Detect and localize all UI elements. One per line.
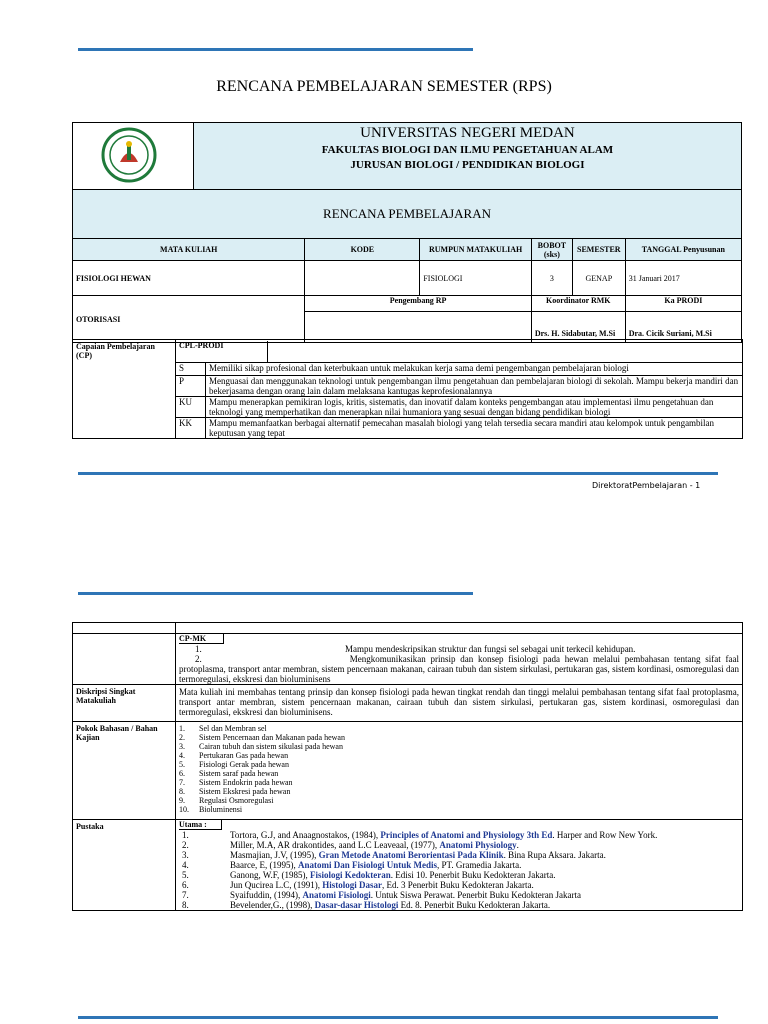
description-label: Diskripsi Singkat Matakuliah bbox=[73, 685, 176, 722]
authorization-label: OTORISASI bbox=[73, 296, 305, 343]
document-title: RENCANA PEMBELAJARAN SEMESTER (RPS) bbox=[216, 78, 552, 95]
reference-item: 5. Ganong, W.F, (1985), Fisiologi Kedokteran. Edisi 10. Penerbit Buku Kedokteran Jakarta. bbox=[182, 870, 556, 880]
topics-label: Pokok Bahasan / Bahan Kajian bbox=[73, 722, 176, 820]
col-mata-kuliah: MATA KULIAH bbox=[73, 239, 305, 261]
cp-text: Memiliki sikap profesional dan keterbukaan untuk melakukan kerja sama demi pengembangan pembelajaran biologi bbox=[206, 363, 743, 376]
unimed-logo-icon bbox=[98, 126, 160, 184]
reference-title: Dasar-dasar Histologi bbox=[314, 900, 399, 910]
utama-label: Utama : bbox=[179, 820, 222, 830]
references-list bbox=[179, 830, 739, 910]
cpl-prodi-label: CPL-PRODI bbox=[179, 341, 268, 362]
course-date: 31 Januari 2017 bbox=[625, 261, 741, 296]
auth-head-name: Dra. Cicik Suriani, M.Si bbox=[625, 312, 741, 343]
top-accent-bar bbox=[78, 48, 473, 51]
reference-item: 2. Miller, M.A, AR drakontides, aand L.C Leaveaal, (1977), Anatomi Physiology. bbox=[182, 840, 519, 850]
topic-item: 4. Pertukaran Gas pada hewan bbox=[179, 751, 289, 760]
page2-bottom-bar bbox=[78, 1016, 718, 1019]
course-cluster: FISIOLOGI bbox=[420, 261, 531, 296]
cpl-prodi-cell bbox=[176, 340, 743, 363]
cpmk-label: CP-MK bbox=[179, 634, 224, 644]
reference-title: Anatomi Dan Fisiologi Untuk Medis bbox=[297, 860, 438, 870]
topics-cell bbox=[176, 722, 743, 820]
auth-coordinator-header: Koordinator RMK bbox=[531, 296, 625, 312]
topic-item: 9. Regulasi Osmoregulasi bbox=[179, 796, 274, 805]
page1-bottom-bar bbox=[78, 472, 718, 475]
col-bobot: BOBOT (sks) bbox=[531, 239, 572, 261]
auth-coordinator-name: Drs. H. Sidabutar, M.Si bbox=[531, 312, 625, 343]
cpmk-item: 2. Mengkomunikasikan prinsip dan konsep fisiologi pada hewan melalui pembahasan tentang sifat faal protoplasma, transport antar membran, sistem pencernaan makanan, cairaan tubuh dan sistem sirkulasi, pertukaran gas, sistem kordinasi, osmoregulasi dan termoregulasi, ekskresi dan bioluminisens bbox=[179, 654, 739, 684]
cp-table bbox=[72, 339, 743, 439]
topic-item: 8. Sistem Ekskresi pada hewan bbox=[179, 787, 291, 796]
rps-header-table bbox=[72, 122, 742, 343]
university-name: UNIVERSITAS NEGERI MEDAN bbox=[360, 125, 575, 141]
reference-item: 6. Jun Qucirea L.C, (1991), Histologi Dasar, Ed. 3 Penerbit Buku Kedokteran Jakarta. bbox=[182, 880, 534, 890]
reference-item: 1. Tortora, G.J, and Anaagnostakos, (1984), Principles of Anatomi and Physiology 3th Ed. Harper and Row New York. bbox=[182, 830, 658, 840]
reference-title: Histologi Dasar bbox=[322, 880, 382, 890]
auth-head-header: Ka PRODI bbox=[625, 296, 741, 312]
cpmk-label-cell bbox=[73, 634, 176, 685]
topic-item: 7. Sistem Endokrin pada hewan bbox=[179, 778, 293, 787]
topic-item: 1. Sel dan Membran sel bbox=[179, 724, 267, 733]
cp-text: Menguasai dan menggunakan teknologi untuk pengembangan ilmu pengetahuan dan pembelajaran biologi di sekolah. Mampu bekerja mandiri dan bekerjasama dengan orang lain dalam melaksana kantugas keprofesionalannya bbox=[206, 376, 743, 397]
cpmk-cell bbox=[176, 634, 743, 685]
topic-item: 2. Sistem Pencernaan dan Makanan pada hewan bbox=[179, 733, 345, 742]
reference-item: 8. Bevelender,G., (1998), Dasar-dasar Histologi Ed. 8. Penerbit Buku Kedokteran Jakarta. bbox=[182, 900, 551, 910]
topic-item: 5. Fisiologi Gerak pada hewan bbox=[179, 760, 289, 769]
department-name: JURUSAN BIOLOGI / PENDIDIKAN BIOLOGI bbox=[350, 159, 585, 171]
logo-cell bbox=[73, 123, 194, 190]
course-semester: GENAP bbox=[572, 261, 625, 296]
topic-item: 6. Sistem saraf pada hewan bbox=[179, 769, 279, 778]
cp-code: KK bbox=[176, 418, 206, 439]
reference-title: Gran Metode Anatomi Berorientasi Pada Klinik bbox=[318, 850, 504, 860]
reference-item: 7. Syaifuddin, (1994), Anatomi Fisiologi. Untuk Siswa Perawat. Penerbit Buku Kedokteran Jakarta bbox=[182, 890, 581, 900]
description-text: Mata kuliah ini membahas tentang prinsip dan konsep fisiologi pada hewan tingkat rendah dan tinggi melalui pembahasan tentang sifat faal protoplasma, transport antar membran, sistem pencernaan makanan, cairaan tubuh dan sistem sirkulasi, pertukaran gas, sistem kordinasi, osmoregulasi dan termoregulasi, ekskresi dan bioluminisens. bbox=[176, 685, 743, 722]
university-header-cell bbox=[193, 123, 741, 190]
page-footer: DirektoratPembelajaran - 1 bbox=[592, 481, 701, 490]
cp-code: S bbox=[176, 363, 206, 376]
col-tanggal: TANGGAL Penyusunan bbox=[625, 239, 741, 261]
cp-code: P bbox=[176, 376, 206, 397]
reference-title: Fisiologi Kedokteran bbox=[310, 870, 391, 880]
topics-list bbox=[179, 724, 739, 814]
course-code bbox=[305, 261, 420, 296]
topic-item: 10. Bioluminensi bbox=[179, 805, 243, 814]
cp-text: Mampu memanfaatkan berbagai alternatif pemecahan masalah biologi yang telah tersedia secara mandiri atau kelompok untuk pengambilan keputusan yang tepat bbox=[206, 418, 743, 439]
reference-title: Anatomi Physiology bbox=[439, 840, 517, 850]
plan-title-cell bbox=[73, 190, 742, 239]
course-name: FISIOLOGI HEWAN bbox=[73, 261, 305, 296]
col-rumpun: RUMPUN MATAKULIAH bbox=[420, 239, 531, 261]
cp-code: KU bbox=[176, 397, 206, 418]
faculty-name: FAKULTAS BIOLOGI DAN ILMU PENGETAHUAN ALAM bbox=[321, 144, 614, 156]
reference-item: 4. Baarce, E, (1995), Anatomi Dan Fisiologi Untuk Medis, PT. Gramedia Jakarta. bbox=[182, 860, 522, 870]
cpmk-item: 1. Mampu mendeskripsikan struktur dan fungsi sel sebagai unit terkecil kehidupan. bbox=[195, 644, 636, 654]
pustaka-label: Pustaka bbox=[73, 820, 176, 911]
col-semester: SEMESTER bbox=[572, 239, 625, 261]
auth-developer-name bbox=[305, 312, 531, 343]
col-kode: KODE bbox=[305, 239, 420, 261]
auth-developer-header: Pengembang RP bbox=[305, 296, 531, 312]
plan-title: RENCANA PEMBELAJARAN bbox=[323, 206, 491, 221]
reference-title: Principles of Anatomi and Physiology 3th Ed bbox=[380, 830, 553, 840]
cp-text: Mampu menerapkan pemikiran logis, kritis, sistematis, dan inovatif dalam konteks pengembangan atau implementasi ilmu pengetahuan dan teknologi yang memperhatikan dan menerapkan nilai humaniora yang sesuai dengan bidang pendidikan biologi bbox=[206, 397, 743, 418]
reference-item: 3. Masmajian, J.V, (1995), Gran Metode Anatomi Berorientasi Pada Klinik. Bina Rupa Aksara. Jakarta. bbox=[182, 850, 606, 860]
page2-top-bar bbox=[78, 592, 473, 595]
course-credits: 3 bbox=[531, 261, 572, 296]
pustaka-cell bbox=[176, 820, 743, 911]
topic-item: 3. Cairan tubuh dan sistem sikulasi pada hewan bbox=[179, 742, 343, 751]
reference-title: Anatomi Fisiologi bbox=[302, 890, 371, 900]
course-detail-table bbox=[72, 622, 743, 911]
cp-label: Capaian Pembelajaran (CP) bbox=[73, 340, 176, 439]
